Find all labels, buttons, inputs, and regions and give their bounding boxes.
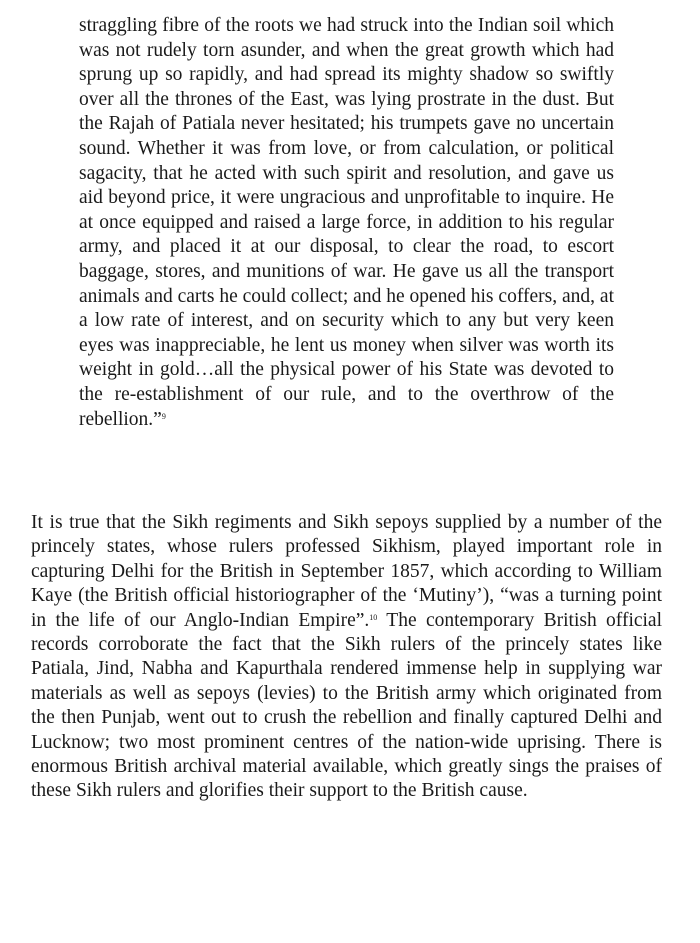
block-quotation [79,14,614,432]
paragraph-text-end: The contemporary British official records corroborate the fact that the Sikh rulers of the princely states like Patiala, Jind, Nabha and Kapurthala rendered immense help in supplying war materials as well as sepoys (levies) to the British army which originated from the then Punjab, went out to crush the rebellion and finally captured Delhi and Lucknow; two most prominent centres of the nation-wide uprising. There is enormous British archival material available, which greatly sings the praises of these Sikh rulers and glorifies their support to the British cause. [31,609,663,802]
quote-text: straggling fibre of the roots we had struck into the Indian soil which was not rudely torn asunder, and when the great growth which had sprung up so rapidly, and had spread its mighty shadow so swiftly over all the thrones of the East, was lying prostrate in the dust. But the Rajah of Patiala never hesitated; his trumpets gave no uncertain sound. Whether it was from love, or from calculation, or political sagacity, that he acted with such spirit and resolution, and gave us aid beyond price, it were ungracious and unprofitable to inquire. He at once equipped and raised a large force, in addition to his regular army, and placed it at our disposal, to clear the road, to escort baggage, stores, and munitions of war. He gave us all the transport animals and carts he could collect; and he opened his coffers, and, at a low rate of interest, and on security which to any but very keen eyes was inappreciable, he lent us money when silver was worth its weight in gold…all the physical power of his State was devoted to the re-establishment of our rule, and to the overthrow of the rebellion.” [79,15,614,430]
paragraph-text-start: It is true that the Sikh regiments and Sikh sepoys supplied by a number of the princely states, whose rulers professed Sikhism, played important role in capturing Delhi for the British in September 1857, which according to William Kaye (the British official historiographer of the ‘Mutiny’), “was a turning point in the life of our Anglo-Indian Empire”. [31,512,662,631]
footnote-marker[interactable]: 10 [369,612,378,622]
body-paragraph [31,511,662,804]
footnote-marker[interactable]: 9 [161,411,166,421]
